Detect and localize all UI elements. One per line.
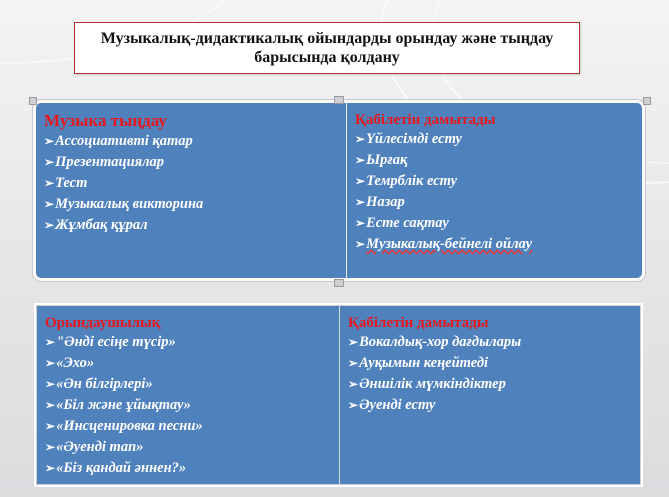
slide-title: Музыкалық-дидактикалық ойындарды орындау және тыңдау барысында қолдану — [100, 30, 554, 66]
bottom-right-cell[interactable] — [340, 306, 640, 484]
list-item: ➢«Біз қандай әннен?» — [45, 460, 187, 476]
list-item: ➢Ассоциативті қатар — [44, 133, 193, 149]
list-item: ➢Ырғақ — [355, 152, 408, 168]
arrow-bullet-icon: ➢ — [348, 356, 359, 370]
list-item: ➢Үйлесімді есту — [355, 131, 462, 147]
list-item: ➢«Әуенді тап» — [45, 439, 144, 455]
list-item: ➢Ауқымын кеңейтеді — [348, 355, 489, 371]
list-item: ➢«Инсценировка песни» — [45, 418, 203, 434]
arrow-bullet-icon: ➢ — [45, 398, 56, 412]
arrow-bullet-icon: ➢ — [45, 419, 56, 433]
list-item: ➢Музыкалық-бейнелі ойлау — [355, 236, 533, 252]
arrow-bullet-icon: ➢ — [45, 461, 56, 475]
top-left-list — [44, 131, 346, 236]
top-left-cell[interactable] — [36, 103, 346, 278]
arrow-bullet-icon: ➢ — [355, 237, 366, 251]
list-item: ➢Темрблік есту — [355, 173, 458, 189]
bottom-left-heading: Орындаушылық — [45, 315, 161, 331]
list-item: ➢«Ән білгірлері» — [45, 376, 153, 392]
bottom-left-cell[interactable] — [37, 306, 339, 484]
list-item: ➢Вокалдық-хор дағдылары — [348, 334, 522, 350]
top-left-heading: Музыка тыңдау — [44, 111, 167, 130]
arrow-bullet-icon: ➢ — [44, 134, 55, 148]
bottom-left-list — [45, 332, 339, 479]
list-item: ➢Жұмбақ құрал — [44, 217, 148, 233]
resize-handle[interactable] — [29, 97, 37, 105]
arrow-bullet-icon: ➢ — [348, 335, 359, 349]
arrow-bullet-icon: ➢ — [45, 335, 56, 349]
arrow-bullet-icon: ➢ — [44, 197, 55, 211]
list-item: ➢Тест — [44, 175, 88, 191]
list-item: ➢"Әнді есіңе түсір» — [45, 334, 176, 350]
arrow-bullet-icon: ➢ — [45, 377, 56, 391]
arrow-bullet-icon: ➢ — [348, 377, 359, 391]
arrow-bullet-icon: ➢ — [355, 195, 366, 209]
top-table[interactable] — [36, 103, 642, 278]
arrow-bullet-icon: ➢ — [355, 174, 366, 188]
resize-handle[interactable] — [334, 96, 344, 104]
arrow-bullet-icon: ➢ — [45, 440, 56, 454]
bottom-right-list — [348, 332, 640, 416]
list-item: ➢Назар — [355, 194, 405, 210]
list-item: ➢«Эхо» — [45, 355, 95, 371]
list-item: ➢Музыкалық викторина — [44, 196, 204, 212]
slide-title-box[interactable] — [74, 22, 580, 74]
bottom-table[interactable] — [36, 305, 641, 485]
top-right-cell[interactable] — [347, 103, 642, 278]
arrow-bullet-icon: ➢ — [348, 398, 359, 412]
list-item: ➢«Біл және ұйықтау» — [45, 397, 191, 413]
arrow-bullet-icon: ➢ — [355, 153, 366, 167]
list-item: ➢Әуенді есту — [348, 397, 436, 413]
arrow-bullet-icon: ➢ — [45, 356, 56, 370]
list-item: ➢Презентациялар — [44, 154, 165, 170]
arrow-bullet-icon: ➢ — [355, 216, 366, 230]
arrow-bullet-icon: ➢ — [44, 218, 55, 232]
arrow-bullet-icon: ➢ — [44, 155, 55, 169]
list-item: ➢Есте сақтау — [355, 215, 449, 231]
bottom-right-heading: Қабілетін дамытады — [348, 315, 489, 331]
resize-handle[interactable] — [643, 97, 651, 105]
top-right-list — [355, 129, 642, 255]
list-item: ➢Әншілік мүмкіндіктер — [348, 376, 506, 392]
arrow-bullet-icon: ➢ — [44, 176, 55, 190]
resize-handle[interactable] — [334, 279, 344, 287]
arrow-bullet-icon: ➢ — [355, 132, 366, 146]
top-right-heading: Қабілетін дамытады — [355, 112, 496, 128]
